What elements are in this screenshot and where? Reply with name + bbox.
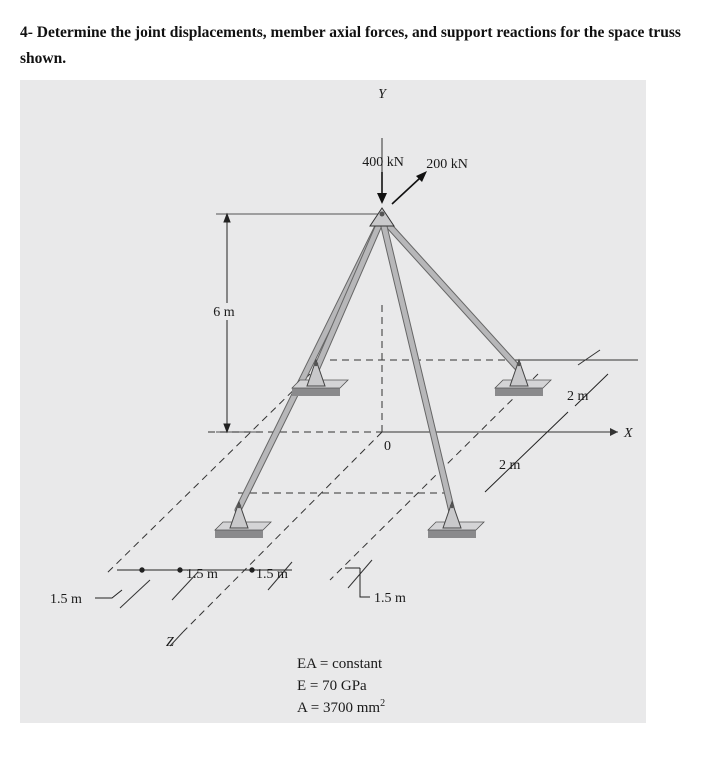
x-right-dim-2: 2 m	[499, 458, 521, 473]
dimension-lines	[95, 214, 608, 598]
z-front-dim: 1.5 m	[374, 591, 406, 606]
property-a-exponent: 2	[380, 698, 386, 709]
x-left-dim-1: 1.5 m	[186, 567, 218, 582]
x-axis-label: X	[624, 426, 633, 441]
support-back-right	[495, 360, 551, 396]
x-axis-arrowhead	[610, 428, 618, 436]
inclined-load-arrow	[392, 178, 420, 204]
inclined-load-label: 200 kN	[426, 157, 468, 172]
height-arrow-bottom	[224, 424, 230, 432]
truss-drawing	[20, 80, 646, 723]
vertical-load-label: 400 kN	[362, 155, 404, 170]
dashed-right-diag	[330, 374, 538, 580]
question-text: 4- Determine the joint displacements, member axial forces, and support reactions for the space truss shown.	[20, 24, 681, 67]
property-a	[297, 698, 385, 716]
z-axis-label: Z	[166, 635, 174, 650]
z-left-dim: 1.5 m	[50, 592, 82, 607]
material-properties	[297, 656, 385, 716]
ext-line-1	[120, 580, 150, 608]
space-truss-figure	[20, 80, 646, 723]
dashed-left-diag	[105, 374, 310, 575]
x-right-dim-1: 2 m	[567, 389, 589, 404]
x-left-dim-2: 1.5 m	[256, 567, 288, 582]
support-front-right	[428, 502, 484, 538]
y-axis-label: Y	[378, 87, 386, 102]
dim-tick-1	[140, 568, 144, 572]
property-a-main: A = 3700 mm	[297, 700, 381, 716]
x2-dim-line	[485, 412, 568, 492]
ext-line-5	[578, 350, 600, 365]
loads	[377, 171, 427, 204]
members	[238, 218, 517, 512]
property-ea: EA = constant	[297, 656, 383, 672]
height-arrow-top	[224, 214, 230, 222]
z-axis-dashed	[183, 432, 382, 632]
height-dim-label: 6 m	[213, 305, 235, 320]
property-e: E = 70 GPa	[297, 678, 367, 694]
dim-tick-2	[178, 568, 182, 572]
z-left-leader	[95, 590, 122, 598]
apex-joint	[370, 208, 394, 226]
origin-label: 0	[384, 439, 391, 454]
member-front-right	[382, 218, 452, 512]
member-back-left	[316, 218, 382, 370]
vertical-load-arrowhead	[377, 193, 387, 204]
dim-tick-3	[250, 568, 254, 572]
